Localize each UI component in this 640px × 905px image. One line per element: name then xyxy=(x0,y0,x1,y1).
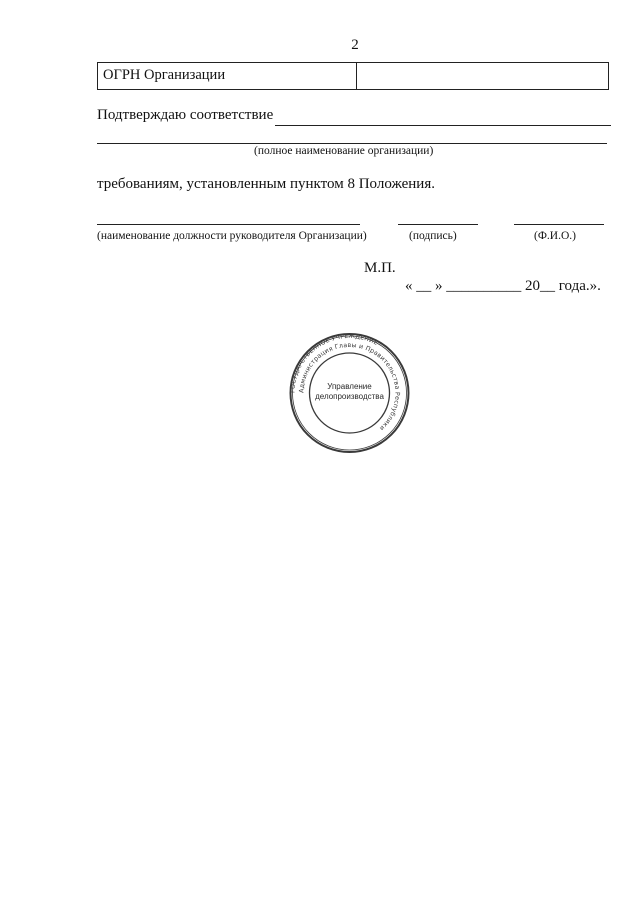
full-name-caption: (полное наименование организации) xyxy=(254,145,434,157)
fio-caption: (Ф.И.О.) xyxy=(534,230,576,242)
requirements-text: требованиям, установленным пунктом 8 Положения. xyxy=(97,176,435,192)
confirm-label: Подтверждаю соответствие xyxy=(97,107,274,123)
seal-outer-ring-text: ГОСУДАРСТВЕННОЕ УЧРЕЖДЕНИЕ xyxy=(289,333,380,394)
signature-line[interactable] xyxy=(398,224,478,225)
ogrn-table xyxy=(97,62,609,90)
date-line: « __ » __________ 20__ года.». xyxy=(405,278,601,294)
page-number: 2 xyxy=(351,37,359,53)
seal-ring-text: Администрация Главы и Правительства Республики xyxy=(298,341,401,432)
ogrn-label: ОГРН Организации xyxy=(98,63,357,89)
organization-name-line-2[interactable] xyxy=(97,143,607,144)
seal-center-line1: Управление xyxy=(327,382,372,391)
organization-name-line[interactable] xyxy=(275,125,611,126)
stamp-place-label: М.П. xyxy=(364,260,396,276)
seal-center-line2: делопроизводства xyxy=(315,392,384,401)
seal-graphic xyxy=(287,333,412,453)
position-caption: (наименование должности руководителя Организации) xyxy=(97,230,367,242)
signature-caption: (подпись) xyxy=(409,230,457,242)
ogrn-value-field[interactable] xyxy=(357,63,608,89)
official-seal xyxy=(287,333,412,453)
fio-line[interactable] xyxy=(514,224,604,225)
position-line[interactable] xyxy=(97,224,360,225)
